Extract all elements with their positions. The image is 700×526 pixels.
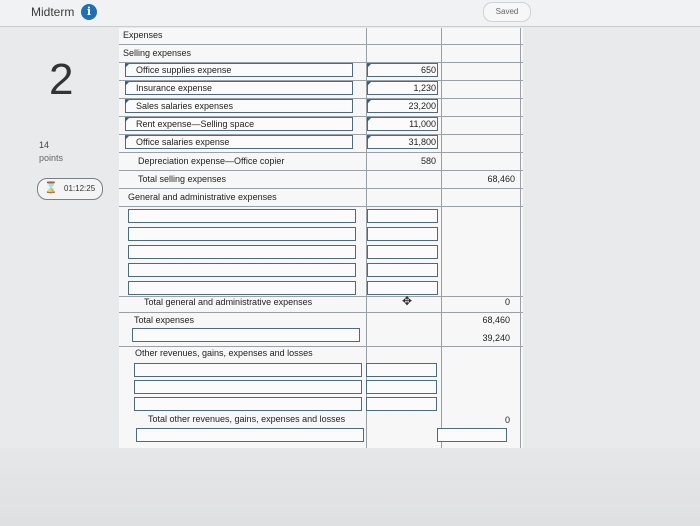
ga-item-label-field[interactable] bbox=[128, 227, 356, 241]
row-line bbox=[119, 206, 523, 207]
income-statement-worksheet bbox=[119, 28, 523, 448]
ga-item-label-field[interactable] bbox=[128, 263, 356, 277]
input-marker bbox=[367, 118, 371, 122]
expenses-heading: Expenses bbox=[123, 30, 163, 40]
selling-item-amount: 31,800 bbox=[408, 137, 436, 147]
col-divider bbox=[520, 28, 521, 448]
ga-item-label-field[interactable] bbox=[128, 209, 356, 223]
points-label: points bbox=[39, 153, 64, 163]
ga-item-amount-field[interactable] bbox=[367, 281, 438, 295]
total-expenses-value: 68,460 bbox=[482, 315, 510, 325]
selling-item-label: Depreciation expense—Office copier bbox=[138, 156, 285, 166]
other-heading: Other revenues, gains, expenses and losses bbox=[135, 348, 313, 358]
ga-item-amount-field[interactable] bbox=[367, 209, 438, 223]
selling-item-label: Office supplies expense bbox=[136, 65, 232, 75]
net-value: 39,240 bbox=[482, 333, 510, 343]
ga-heading: General and administrative expenses bbox=[128, 192, 277, 202]
input-marker bbox=[125, 64, 129, 68]
ga-item-amount-field[interactable] bbox=[367, 227, 438, 241]
selling-item-amount: 650 bbox=[420, 65, 436, 75]
selling-expenses-heading: Selling expenses bbox=[123, 48, 192, 58]
col-divider bbox=[441, 28, 442, 448]
selling-item-label: Sales salaries expenses bbox=[136, 101, 234, 111]
total-expenses-label: Total expenses bbox=[134, 315, 195, 325]
selling-item-label: Insurance expense bbox=[136, 83, 213, 93]
other-item-label-field[interactable] bbox=[134, 380, 362, 394]
selling-item-amount: 11,000 bbox=[409, 119, 436, 129]
selling-item-label: Office salaries expense bbox=[136, 137, 230, 147]
points-value: 14 bbox=[39, 140, 50, 150]
total-other-value: 0 bbox=[504, 415, 510, 425]
row-line bbox=[119, 44, 523, 45]
background-region bbox=[0, 448, 700, 526]
net-label-field[interactable] bbox=[132, 328, 360, 342]
timer-text: 01:12:25 bbox=[64, 184, 96, 193]
input-marker bbox=[367, 82, 371, 86]
row-line bbox=[119, 312, 523, 313]
ga-item-label-field[interactable] bbox=[128, 245, 356, 259]
final-label-field[interactable] bbox=[136, 428, 364, 442]
input-marker bbox=[125, 82, 129, 86]
ga-item-amount-field[interactable] bbox=[367, 245, 438, 259]
ga-item-amount-field[interactable] bbox=[367, 263, 438, 277]
input-marker bbox=[367, 136, 371, 140]
input-marker bbox=[367, 64, 371, 68]
question-number: 2 bbox=[49, 55, 74, 104]
move-cursor-icon: ✥ bbox=[402, 294, 413, 308]
input-marker bbox=[125, 136, 129, 140]
row-line bbox=[119, 346, 523, 347]
timer-badge[interactable] bbox=[37, 178, 103, 200]
other-item-label-field[interactable] bbox=[134, 397, 362, 411]
row-line bbox=[119, 170, 523, 171]
total-selling-value: 68,460 bbox=[487, 174, 515, 184]
row-line bbox=[119, 188, 523, 189]
other-item-amount-field[interactable] bbox=[366, 363, 437, 377]
input-marker bbox=[125, 100, 129, 104]
saved-status-badge: Saved bbox=[483, 2, 531, 22]
final-amount-field[interactable] bbox=[437, 428, 507, 442]
page-title: Midterm bbox=[31, 5, 75, 19]
top-bar bbox=[0, 0, 700, 27]
selling-item-amount: 580 bbox=[420, 156, 436, 166]
input-marker bbox=[125, 118, 129, 122]
selling-item-label: Rent expense—Selling space bbox=[136, 119, 255, 129]
total-ga-value: 0 bbox=[504, 297, 510, 307]
other-item-amount-field[interactable] bbox=[366, 397, 437, 411]
selling-item-amount: 23,200 bbox=[408, 101, 436, 111]
other-item-label-field[interactable] bbox=[134, 363, 362, 377]
hourglass-icon: ⌛ bbox=[44, 182, 58, 194]
total-selling-label: Total selling expenses bbox=[138, 174, 227, 184]
info-icon[interactable]: i bbox=[81, 4, 97, 20]
total-ga-label: Total general and administrative expenses bbox=[144, 297, 313, 307]
total-other-label: Total other revenues, gains, expenses and losses bbox=[148, 414, 346, 424]
selling-item-amount: 1,230 bbox=[413, 83, 436, 93]
row-line bbox=[119, 152, 523, 153]
ga-item-label-field[interactable] bbox=[128, 281, 356, 295]
other-item-amount-field[interactable] bbox=[366, 380, 437, 394]
input-marker bbox=[367, 100, 371, 104]
